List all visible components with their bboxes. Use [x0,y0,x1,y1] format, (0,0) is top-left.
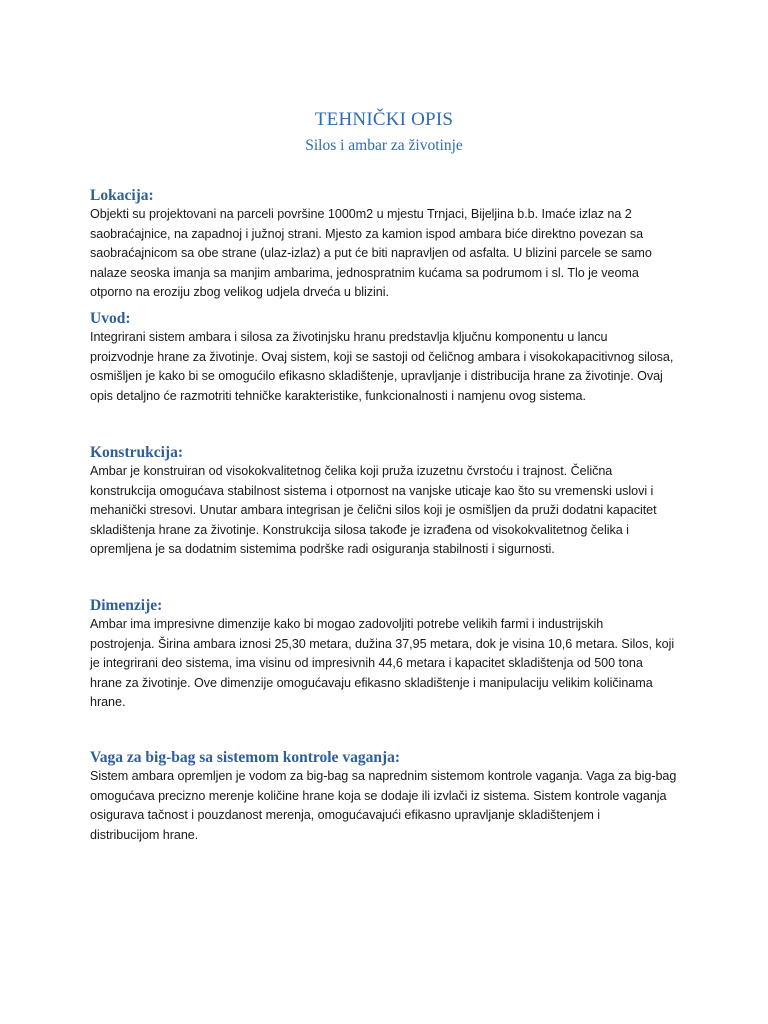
document-title: TEHNIČKI OPIS [314,109,454,130]
text-line: Ambar je konstruiran od visokokvalitetnog čelika koji pruža izuzetnu čvrstoću i trajnost. Čelična [90,464,613,478]
text-line: omogućava precizno merenje količine hrane koja se dodaje ili izvlači iz sistema. Sistem kontrole vaganja [90,788,667,803]
text-line: osigurava tačnost i pouzdanost merenja, omogućavajući efikasno upravljanje skladištenjem i [90,808,601,822]
text-line: nalaze seoska imanja sa manjim ambarima, jednospratnim kućama sa podrumom i sl. Tlo je veoma [90,265,639,280]
section-dimenzije [90,596,690,713]
section-heading: Uvod: [90,310,131,327]
section-heading: Konstrukcija: [90,444,183,461]
section-heading: Vaga za big-bag sa sistemom kontrole vaganja: [90,749,401,766]
document-subtitle: Silos i ambar za životinje [305,137,463,154]
text-line: saobraćajnice, na zapadnoj i južnoj strani. Mjesto za kamion ispod ambara biće direktno povezan sa [90,226,644,241]
section-body [90,205,690,303]
text-line: Integrirani sistem ambara i silosa za životinjsku hranu predstavlja ključnu komponentu u lancu [90,330,608,344]
text-line: Objekti su projektovani na parceli površine 1000m2 u mjestu Trnjaci, Bijeljina b.b. Imaće izlaz na 2 [90,207,632,221]
text-line: proizvodnje hrane za životinje. Ovaj sistem, koji se sastoji od čeličnog ambara i visokokapacitivnog silosa, [90,349,674,364]
text-line: Ambar ima impresivne dimenzije kako bi mogao zadovoljiti potrebe velikih farmi i industrijskih [90,617,604,631]
text-line: distribucijom hrane. [90,827,199,842]
text-line: osmišljen je kako bi se omogućilo efikasno skladištenje, upravljanje i distribucija hrane za životinje. Ovaj [90,369,663,383]
text-line: je integrirani deo sistema, ima visinu od impresivnih 44,6 metara i kapacitet skladištenja od 500 tona [90,656,643,670]
text-line: skladištenja hrane za životinje. Konstrukcija silosa takođe je izrađena od visokokvalitetnog čelika i [90,522,629,537]
text-line: hrane za životinje. Ove dimenzije omogućavaju efikasno skladištenje i manipulaciju velikim količinama [90,675,653,690]
text-line: otporno na eroziju zbog velikog udjela drveća u blizini. [90,285,389,299]
text-line: Sistem ambara opremljen je vodom za big-bag sa naprednim sistemom kontrole vaganja. Vaga za big-bag [90,769,677,783]
text-line: konstrukcija omogućava stabilnost sistema i otpornost na vanjske uticaje kao što su vremenski uslovi i [90,483,654,498]
section-lokacija [90,186,690,303]
section-body [90,462,690,560]
section-konstrukcija [90,443,690,560]
text-line: hrane. [90,695,126,709]
text-line: postrojenja. Širina ambara iznosi 25,30 metara, dužina 37,95 metara, dok je visina 10,6 metara. Silos, koji [90,636,675,651]
text-line: saobraćajnicom sa obe strane (ulaz-izlaz) a put će biti napravljen od asfalta. U blizini parcele se samo [90,246,652,260]
text-line: opis detaljno će razmotriti tehničke karakteristike, funkcionalnosti i namjenu ovog sistema. [90,388,586,403]
section-heading: Dimenzije: [90,597,163,614]
section-body [90,767,690,845]
text-line: opremljena je sa dodatnim sistemima podrške radi osiguranja stabilnosti i sigurnosti. [90,542,555,556]
section-body [90,615,690,713]
section-vaga [90,748,690,845]
section-heading: Lokacija: [90,187,154,204]
section-uvod [90,309,690,406]
text-line: mehanički stresovi. Unutar ambara integrisan je čelični silos koji je osmišljen da pruži dodatni kapacitet [90,503,657,517]
section-body [90,328,690,406]
